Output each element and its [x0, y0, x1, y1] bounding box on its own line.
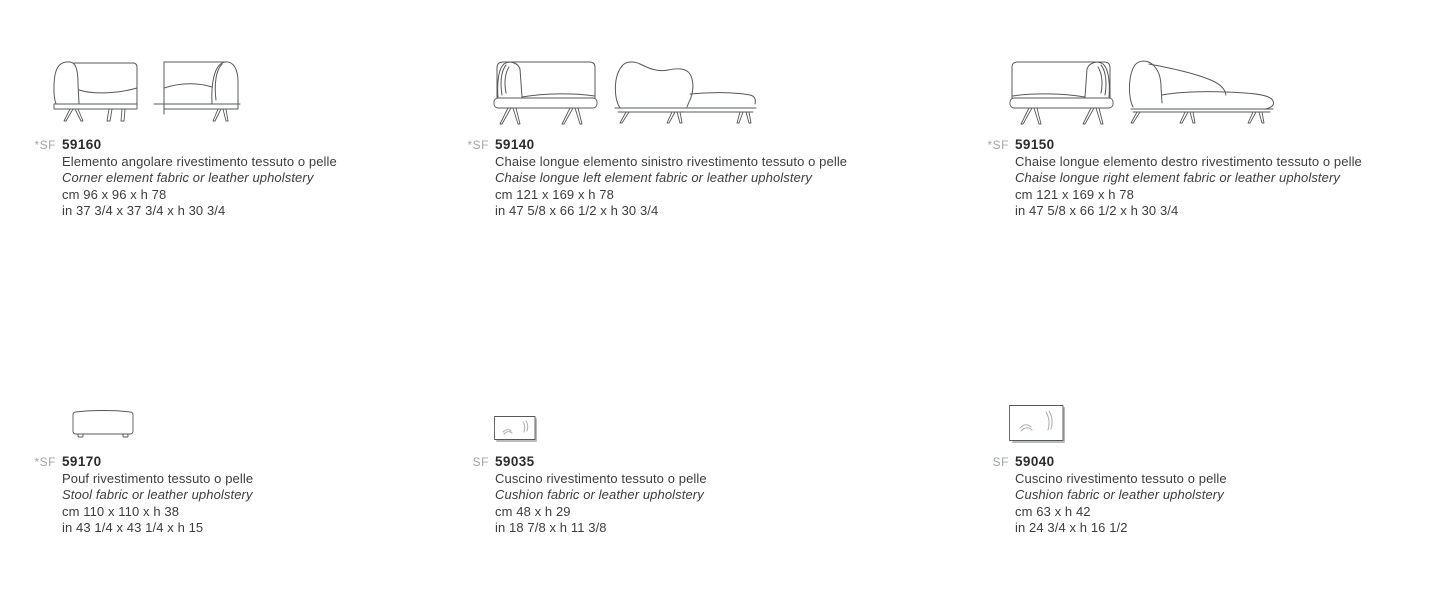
dimensions-in: in 47 5/8 x 66 1/2 x h 30 3/4 — [495, 203, 659, 218]
dimensions-cm: cm 121 x 169 x h 78 — [495, 186, 614, 202]
chaise-longue-left-side-drawing — [610, 55, 762, 127]
description-italian: Chaise longue elemento sinistro rivestimento tessuto o pelle — [495, 153, 848, 169]
product-info-59035 — [461, 454, 707, 537]
dimensions-in: in 47 5/8 x 66 1/2 x h 30 3/4 — [1015, 203, 1179, 218]
chaise-longue-left-front-drawing — [490, 55, 600, 127]
product-code: 59160 — [62, 137, 102, 152]
dimensions-in: in 43 1/4 x 43 1/4 x h 15 — [62, 520, 204, 535]
product-code: 59150 — [1015, 137, 1055, 152]
product-code-line — [28, 137, 337, 154]
product-code: 59035 — [495, 454, 535, 469]
pouf-drawing — [70, 407, 136, 441]
product-prefix: *SF — [987, 138, 1009, 152]
corner-element-front-drawing — [50, 56, 140, 122]
cushion-small-drawing — [493, 415, 538, 443]
product-info-59150 — [981, 137, 1362, 220]
product-code-line — [461, 137, 847, 154]
description-italian: Cuscino rivestimento tessuto o pelle — [495, 470, 707, 486]
dimensions-in: in 37 3/4 x 37 3/4 x h 30 3/4 — [62, 203, 226, 218]
product-info-59170 — [28, 454, 253, 537]
description-italian: Cuscino rivestimento tessuto o pelle — [1015, 470, 1227, 486]
description-italian: Elemento angolare rivestimento tessuto o pelle — [62, 153, 337, 169]
description-italian: Pouf rivestimento tessuto o pelle — [62, 470, 254, 486]
product-info-59140 — [461, 137, 847, 220]
product-code-line — [981, 454, 1227, 471]
product-code: 59170 — [62, 454, 102, 469]
product-code: 59140 — [495, 137, 535, 152]
chaise-longue-right-side-drawing — [1125, 55, 1283, 127]
description-italian: Chaise longue elemento destro rivestimento tessuto o pelle — [1015, 153, 1362, 169]
product-prefix: *SF — [34, 138, 56, 152]
product-prefix: *SF — [467, 138, 489, 152]
product-prefix: SF — [472, 455, 489, 469]
cushion-large-drawing — [1008, 404, 1066, 444]
product-info-59040 — [981, 454, 1227, 537]
product-code-line — [28, 454, 253, 471]
product-info-59160 — [28, 137, 337, 220]
dimensions-cm: cm 110 x 110 x h 38 — [62, 503, 180, 519]
dimensions-cm: cm 121 x 169 x h 78 — [1015, 186, 1134, 202]
product-code: 59040 — [1015, 454, 1055, 469]
chaise-longue-right-front-drawing — [1005, 55, 1117, 127]
dimensions-cm: cm 48 x h 29 — [495, 503, 571, 519]
description-english: Cushion fabric or leather upholstery — [1015, 487, 1224, 502]
description-english: Cushion fabric or leather upholstery — [495, 487, 704, 502]
description-english: Corner element fabric or leather upholstery — [62, 170, 314, 185]
product-code-line — [981, 137, 1362, 154]
description-english: Stool fabric or leather upholstery — [62, 487, 253, 502]
corner-element-side-drawing — [152, 56, 244, 122]
description-english: Chaise longue left element fabric or leather upholstery — [495, 170, 812, 185]
dimensions-cm: cm 96 x 96 x h 78 — [62, 186, 167, 202]
description-english: Chaise longue right element fabric or leather upholstery — [1015, 170, 1341, 185]
product-prefix: *SF — [34, 455, 56, 469]
product-code-line — [461, 454, 707, 471]
dimensions-cm: cm 63 x h 42 — [1015, 503, 1091, 519]
dimensions-in: in 24 3/4 x h 16 1/2 — [1015, 520, 1128, 535]
product-prefix: SF — [992, 455, 1009, 469]
dimensions-in: in 18 7/8 x h 11 3/8 — [495, 520, 607, 535]
